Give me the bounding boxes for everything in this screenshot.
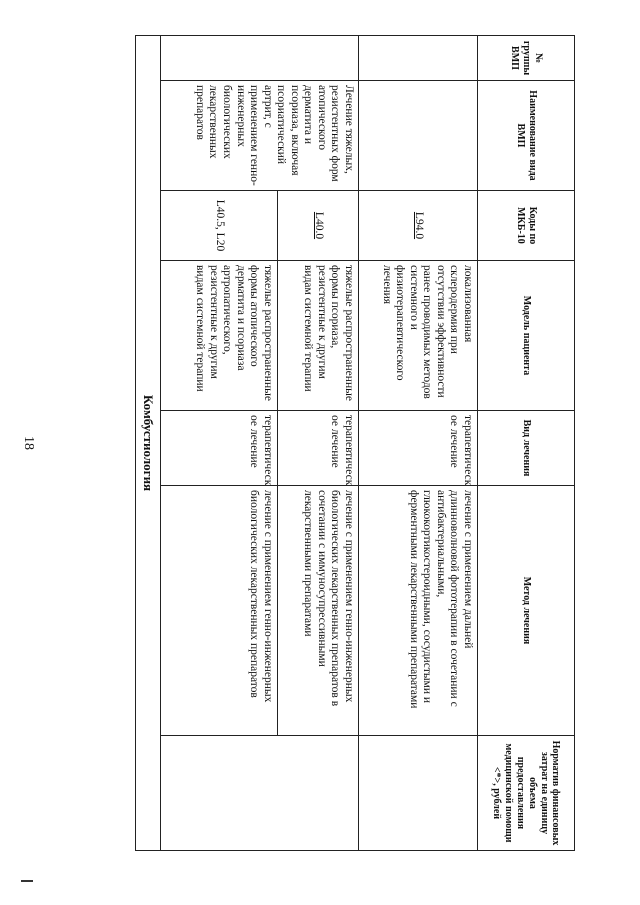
table-row (359, 36, 478, 851)
table-header-row (478, 36, 575, 851)
cell-group (161, 36, 359, 81)
header-group-number: № группы ВМП (478, 36, 575, 81)
cell-treatment-type: терапевтическ ое лечение (359, 411, 478, 486)
header-treatment-type: Вид лечения (478, 411, 575, 486)
cell-treatment-method: лечение с применением дальней длинноволновой фототерапии в сочетании с антибактериальными, глюкокортикостероидными, сосудистыми и ферментными лекарственными препаратами (359, 486, 478, 736)
cell-vmp-name: Лечение тяжелых, резистентных форм атопического дерматита и псориаза, включая псориатический артрит, с применением генно-инженерных биологических лекарственных препаратов (161, 81, 359, 191)
cell-patient-model: локализованная склеродермия при отсутствии эффективности ранее проводимых методов системного и физиотерапевтического лечения (359, 261, 478, 411)
header-icd-codes: Коды по МКБ-10 (478, 191, 575, 261)
cell-vmp-name (359, 81, 478, 191)
icd-code-link[interactable]: L94.0 (412, 211, 425, 240)
cell-group (359, 36, 478, 81)
header-treatment-method: Метод лечения (478, 486, 575, 736)
cell-treatment-type: терапевтическ ое лечение (278, 411, 359, 486)
cell-patient-model: тяжелые распространенные формы псориаза, резистентные к другим видам системной терапии (278, 261, 359, 411)
section-row (136, 36, 161, 851)
cell-cost-norm (359, 736, 478, 851)
cell-patient-model: тяжелые распространенные формы атопического дерматита и псориаза артропатического, резистентные к другим видам системной терапии (161, 261, 278, 411)
table-row (278, 36, 359, 851)
cell-icd-code (278, 191, 359, 261)
icd-code-link[interactable]: L40.0 (312, 211, 325, 240)
header-cost-norm: Норматив финансовых затрат на единицу объема предоставления медицинской помощи <*>, рублей (478, 736, 575, 851)
bottom-margin-mark (21, 880, 33, 882)
vmp-table (135, 35, 575, 851)
cell-icd-code (359, 191, 478, 261)
cell-icd-code: L40.5, L20 (161, 191, 278, 261)
cell-treatment-type: терапевтическ ое лечение (161, 411, 278, 486)
header-vmp-name: Наименование вида ВМП (478, 81, 575, 191)
cell-treatment-method: лечение с применением генно-инженерных биологических лекарственных препаратов (161, 486, 278, 736)
page-number: 18 (21, 436, 36, 450)
header-patient-model: Модель пациента (478, 261, 575, 411)
section-title: Комбустиология (136, 36, 161, 851)
cell-treatment-method: лечение с применением генно-инженерных биологических лекарственных препаратов в сочетании с иммуносупрессивными лекарственными препаратами (278, 486, 359, 736)
rotated-table-container (135, 35, 575, 850)
cell-cost-norm (161, 736, 359, 851)
